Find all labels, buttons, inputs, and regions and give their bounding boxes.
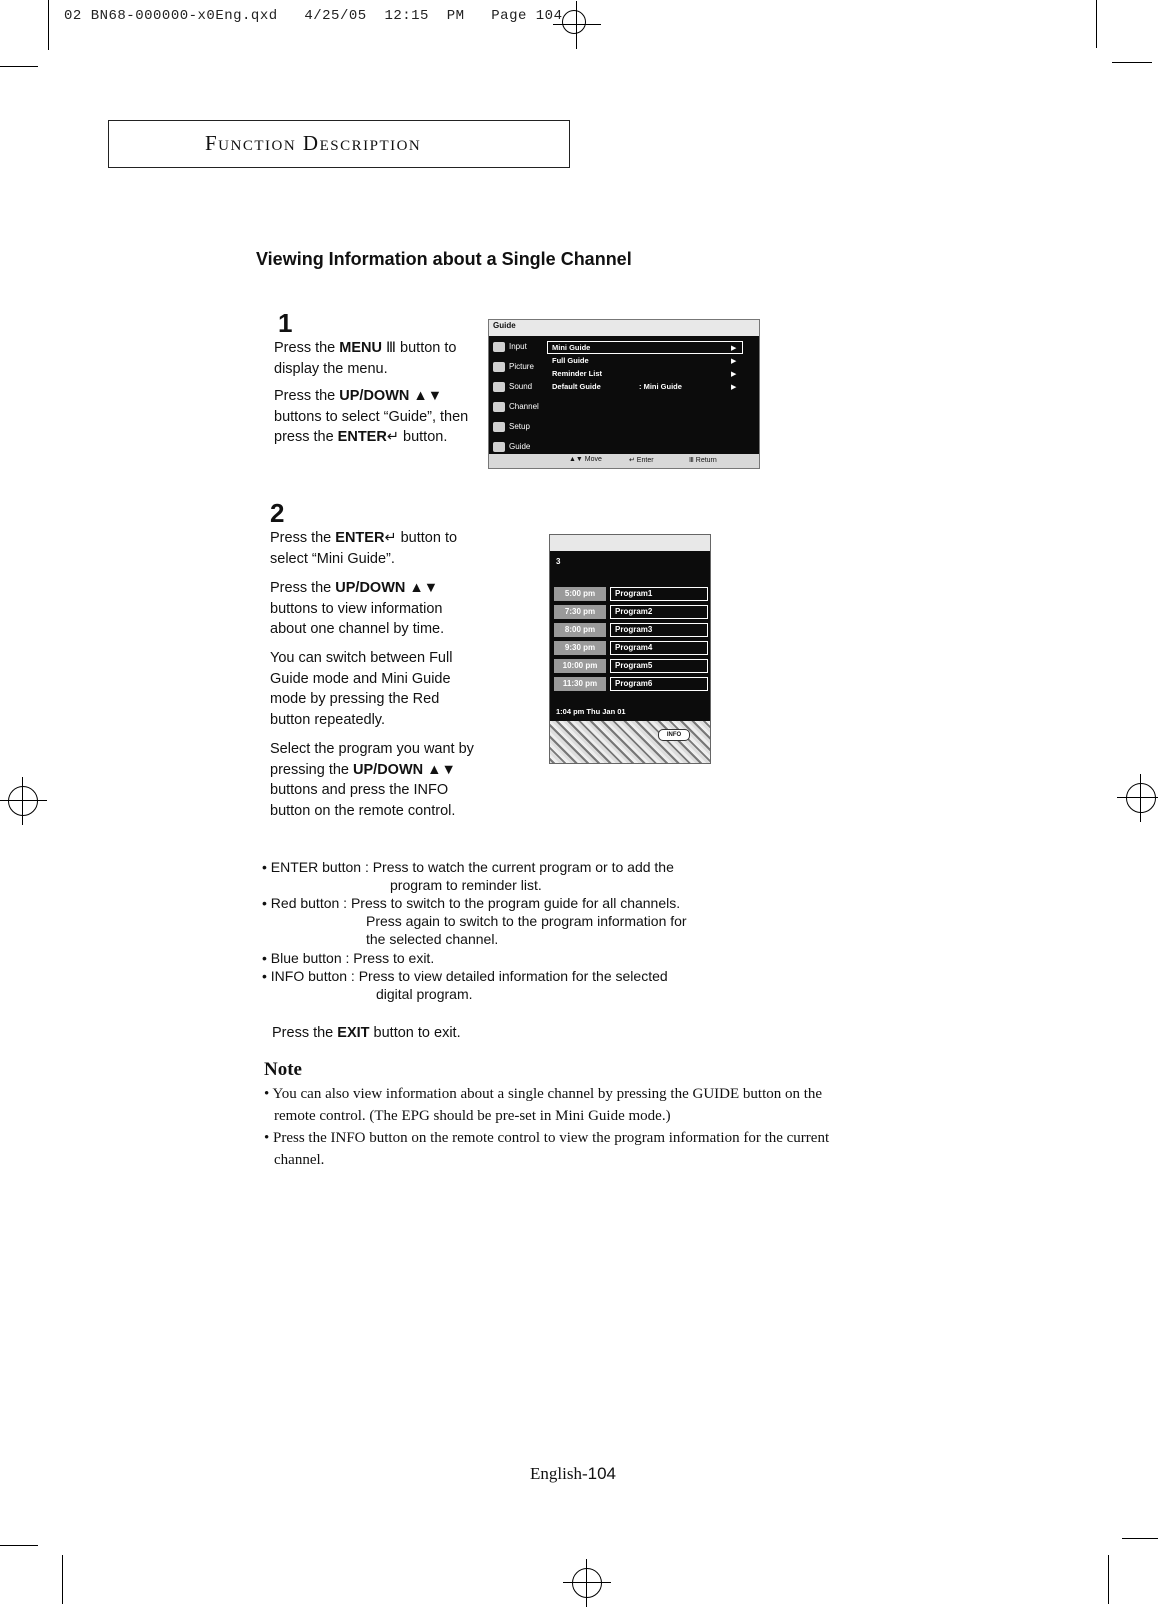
guide-row: 10:00 pm Program5 [554, 659, 708, 673]
page-number: English-104 [530, 1464, 616, 1483]
bullet-red-button: • Red button : Press to switch to the program guide for all channels. Press again to switch to the program information for the selected channel. [262, 895, 687, 947]
setup-icon [493, 422, 505, 432]
chevron-right-icon: ▶ [731, 358, 737, 365]
mini-guide-screenshot [549, 534, 711, 764]
guide-help-area [550, 721, 710, 764]
note-item-1: • You can also view information about a single channel by pressing the GUIDE button on the remote control. (The EPG should be pre-set in Mini Guide mode.) [264, 1086, 823, 1124]
crop-mark [62, 1555, 63, 1604]
date-time: 1:04 pm Thu Jan 01 [556, 707, 626, 716]
menu-item-picture: Picture [493, 362, 534, 372]
step2-paragraph-3: You can switch between Full Guide mode and Mini Guide mode by pressing the Red button repeatedly. [270, 650, 453, 728]
chevron-right-icon: ▶ [731, 371, 737, 378]
submenu-reminder-list: Reminder List [552, 369, 603, 378]
crop-mark [0, 1545, 38, 1546]
submenu-default-guide: Default Guide [552, 382, 601, 391]
crop-mark [1122, 1538, 1158, 1539]
step1-paragraph-1: Press the MENU Ⅲ button to display the menu. [274, 340, 457, 377]
guide-row: 9:30 pm Program4 [554, 641, 708, 655]
registration-mark-icon [1126, 783, 1156, 813]
menu-item-sound: Sound [493, 382, 532, 392]
enter-icon: ↵ [386, 429, 399, 445]
step2-paragraph-4: Select the program you want by pressing the UP/DOWN ▲▼ buttons and press the INFO button on the remote control. [270, 741, 474, 819]
note-title: Note [264, 1059, 302, 1080]
chevron-right-icon: ▶ [731, 384, 737, 391]
registration-mark-icon [572, 1568, 602, 1598]
menu-item-channel: Channel [493, 402, 539, 412]
menu-icon: Ⅲ [386, 340, 397, 356]
guide-row: 5:00 pm Program1 [554, 587, 708, 601]
crop-mark [0, 66, 38, 67]
step2-paragraph-1: Press the ENTER↵ button to select “Mini Guide”. [270, 530, 458, 567]
channel-number: 3 [556, 557, 561, 566]
crop-mark [48, 0, 49, 50]
registration-mark-icon [8, 786, 38, 816]
step-number: 1 [278, 308, 293, 338]
step1-paragraph-2: Press the UP/DOWN ▲▼ buttons to select “Guide”, then press the ENTER↵ button. [274, 388, 469, 445]
up-down-arrows-icon: ▲▼ [409, 580, 439, 596]
sound-icon [493, 382, 505, 392]
info-button-icon: INFO [658, 729, 690, 741]
menu-item-guide: Guide [493, 442, 530, 452]
crop-mark [1096, 0, 1097, 48]
submenu-mini-guide: Mini Guide [552, 343, 591, 352]
note-item-2: • Press the INFO button on the remote control to view the program information for the current channel. [264, 1130, 830, 1168]
input-icon [493, 342, 505, 352]
step2-paragraph-2: Press the UP/DOWN ▲▼ buttons to view information about one channel by time. [270, 580, 445, 637]
exit-instruction: Press the EXIT button to exit. [272, 1025, 461, 1041]
default-guide-value: : Mini Guide [639, 382, 682, 391]
up-down-arrows-icon: ▲▼ [413, 388, 443, 404]
menu-title-bar: Guide [489, 320, 759, 336]
channel-icon [493, 402, 505, 412]
enter-icon: ↵ [384, 530, 397, 546]
submenu-full-guide: Full Guide [552, 356, 589, 365]
menu-item-input: Input [493, 342, 527, 352]
mini-guide-title-bar [550, 535, 710, 551]
menu-item-setup: Setup [493, 422, 530, 432]
print-slug: 02 BN68-000000-x0Eng.qxd 4/25/05 12:15 PM Page 104 [64, 8, 563, 24]
guide-row: 7:30 pm Program2 [554, 605, 708, 619]
crop-mark [1108, 1555, 1109, 1604]
registration-mark-icon [562, 10, 586, 34]
bullet-enter-button: • ENTER button : Press to watch the current program or to add the program to reminder list. [262, 859, 674, 893]
guide-icon [493, 442, 505, 452]
chevron-right-icon: ▶ [731, 345, 737, 352]
menu-help-bar: ▲▼ Move ↵ Enter Ⅲ Return [489, 454, 759, 468]
guide-row: 11:30 pm Program6 [554, 677, 708, 691]
section-title: Viewing Information about a Single Channel [256, 249, 632, 269]
crop-mark [1112, 62, 1152, 63]
tv-menu-screenshot [488, 319, 760, 469]
page-header-title: Function Description [205, 131, 422, 155]
guide-row: 8:00 pm Program3 [554, 623, 708, 637]
bullet-blue-button: • Blue button : Press to exit. [262, 950, 435, 966]
picture-icon [493, 362, 505, 372]
step-number: 2 [270, 498, 285, 528]
bullet-info-button: • INFO button : Press to view detailed information for the selected digital program. [262, 968, 668, 1002]
up-down-arrows-icon: ▲▼ [427, 761, 456, 778]
